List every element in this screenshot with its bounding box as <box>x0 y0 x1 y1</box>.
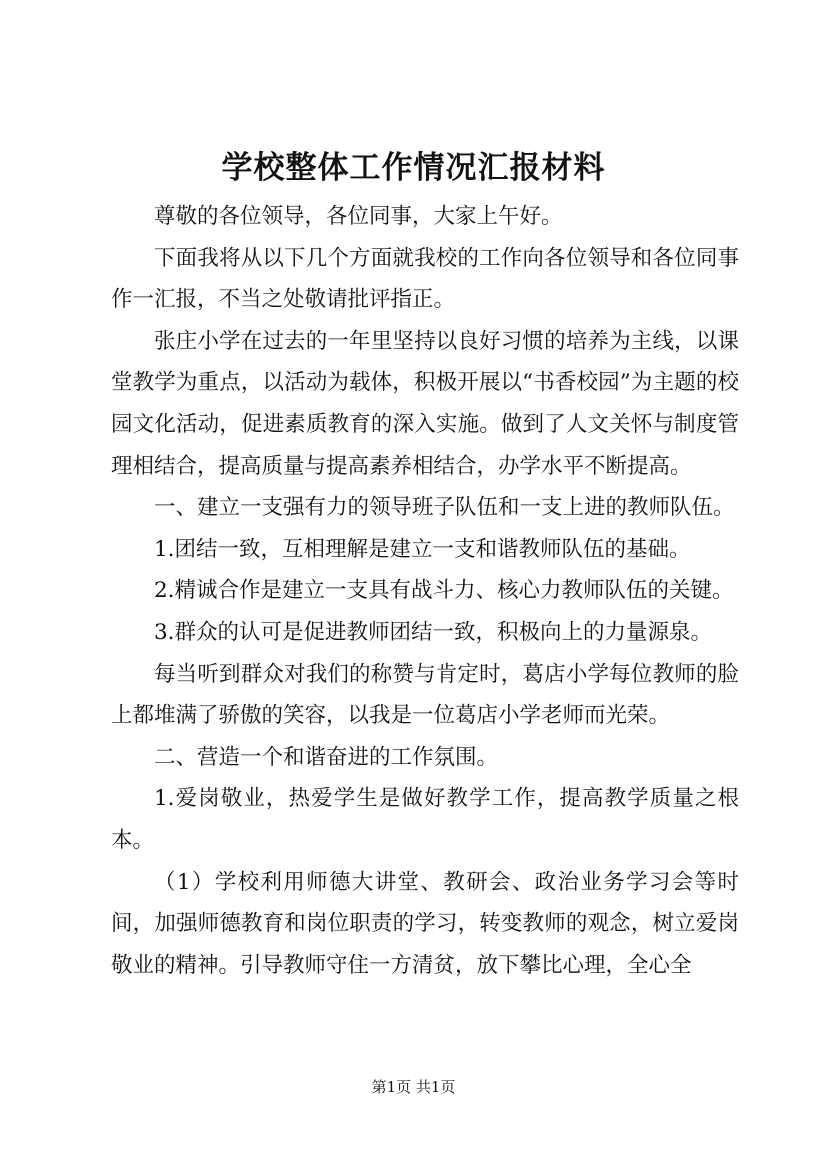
document-title: 学校整体工作情况汇报材料 <box>221 150 606 186</box>
document-body <box>111 196 739 986</box>
list-item-2-1: 1.爱岗敬业，热爱学生是做好教学工作，提高教学质量之根本。 <box>111 786 739 853</box>
paragraph-overview: 张庄小学在过去的一年里坚持以良好习惯的培养为主线，以课堂教学为重点，以活动为载体，积极开展以“书香校园”为主题的校园文化活动，促进素质教育的深入实施。做到了人文关怀与制度管理相结合，提高质量与提高素养相结合，办学水平不断提高。 <box>111 328 739 479</box>
list-item-1-3: 3.群众的认可是促进教师团结一致，积极向上的力量源泉。 <box>154 619 713 645</box>
section-heading-2: 二、营造一个和谐奋进的工作氛围。 <box>154 744 499 770</box>
page-footer: 第1页 共1页 <box>371 1078 456 1096</box>
list-item-1-2: 2.精诚合作是建立一支具有战斗力、核心力教师队伍的关键。 <box>154 578 734 604</box>
section-heading-1: 一、建立一支强有力的领导班子队伍和一支上进的教师队伍。 <box>154 495 735 521</box>
paragraph-praise: 每当听到群众对我们的称赞与肯定时，葛店小学每位教师的脸上都堆满了骄傲的笑容，以我是一位葛店小学老师而光荣。 <box>111 661 739 729</box>
list-item-1-1: 1.团结一致，互相理解是建立一支和谐教师队伍的基础。 <box>154 536 691 562</box>
paragraph-ethics: （1）学校利用师德大讲堂、教研会、政治业务学习会等时间，加强师德教育和岗位职责的学习，转变教师的观念，树立爱岗敬业的精神。引导教师守住一方清贫，放下攀比心理，全心全 <box>111 869 739 978</box>
paragraph-intro: 下面我将从以下几个方面就我校的工作向各位领导和各位同事作一汇报，不当之处敬请批评指正。 <box>111 245 739 313</box>
paragraph-greeting: 尊敬的各位领导，各位同事，大家上午好。 <box>154 204 563 229</box>
